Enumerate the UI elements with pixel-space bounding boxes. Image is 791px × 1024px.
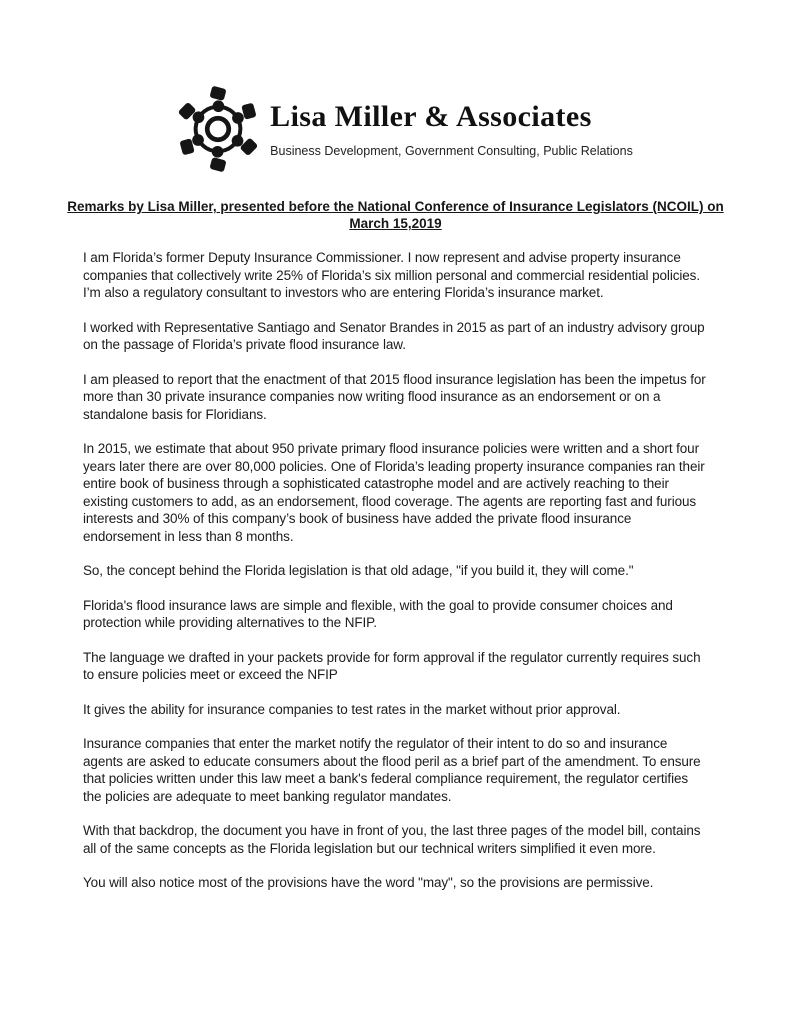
brand-tagline: Business Development, Government Consulting, Public Relations: [270, 143, 633, 158]
paragraph-policy-growth: In 2015, we estimate that about 950 private primary flood insurance policies were written and a short four years later there are over 80,000 policies. One of Florida’s leading property insurance companies ran their entire book of business through a sophisticated catastrophe model and are actively reaching to their existing customers to add, as an endorsement, flood coverage. The agents are reporting fast and furious interests and 30% of this company’s book of business have added the private flood insurance endorsement in less than 8 months.: [83, 441, 705, 544]
document-body: [83, 249, 708, 892]
paragraph-model-bill: With that backdrop, the document you have in front of you, the last three pages of the model bill, contains all of the same concepts as the Florida legislation but our technical writers simplified it even more.: [83, 823, 701, 856]
document-title-line-1: Remarks by Lisa Miller, presented before the National Conference of Insurance Legislators (NCOIL) on: [67, 199, 724, 214]
paragraph-adage: So, the concept behind the Florida legislation is that old adage, "if you build it, they will come.": [83, 563, 634, 578]
paragraph-laws-simple: Florida's flood insurance laws are simple and flexible, with the goal to provide consumer choices and protection while providing alternatives to the NFIP.: [83, 597, 673, 630]
brand-text-block: [270, 101, 633, 158]
brand-name: Lisa Miller & Associates: [270, 99, 592, 133]
paragraph-test-rates: It gives the ability for insurance companies to test rates in the market without prior approval.: [83, 701, 621, 717]
paragraph-market-entry: Insurance companies that enter the market notify the regulator of their intent to do so and insurance agents are asked to educate consumers about the flood peril as a brief part of the amendment. To ensure that policies written under this law meet a bank's federal compliance requirement, the regulator certifies the policies are adequate to meet banking regulator mandates.: [83, 736, 701, 804]
paragraph-form-approval: The language we drafted in your packets provide for form approval if the regulator currently requires such to ensure policies meet or exceed the NFIP: [83, 649, 701, 682]
paragraph-permissive: You will also notice most of the provisions have the word "may", so the provisions are permissive.: [83, 875, 654, 890]
gear-of-people-icon: [174, 86, 262, 172]
brand-header: [0, 0, 791, 172]
paragraph-legislation-impetus: I am pleased to report that the enactment of that 2015 flood insurance legislation has been the impetus for more than 30 private insurance companies now writing flood insurance as an endorsement or on a standalone basis for Floridians.: [83, 371, 706, 422]
paragraph-intro: I am Florida’s former Deputy Insurance Commissioner. I now represent and advise property insurance companies that collectively write 25% of Florida’s six million personal and commercial residential policies. I’m also a regulatory consultant to investors who are entering Florida’s insurance market.: [83, 250, 700, 300]
document-title-line-2: March 15,2019: [349, 216, 442, 231]
document-title: [0, 198, 791, 232]
paragraph-advisory-group: I worked with Representative Santiago and Senator Brandes in 2015 as part of an industry advisory group on the passage of Florida’s private flood insurance law.: [83, 319, 705, 352]
